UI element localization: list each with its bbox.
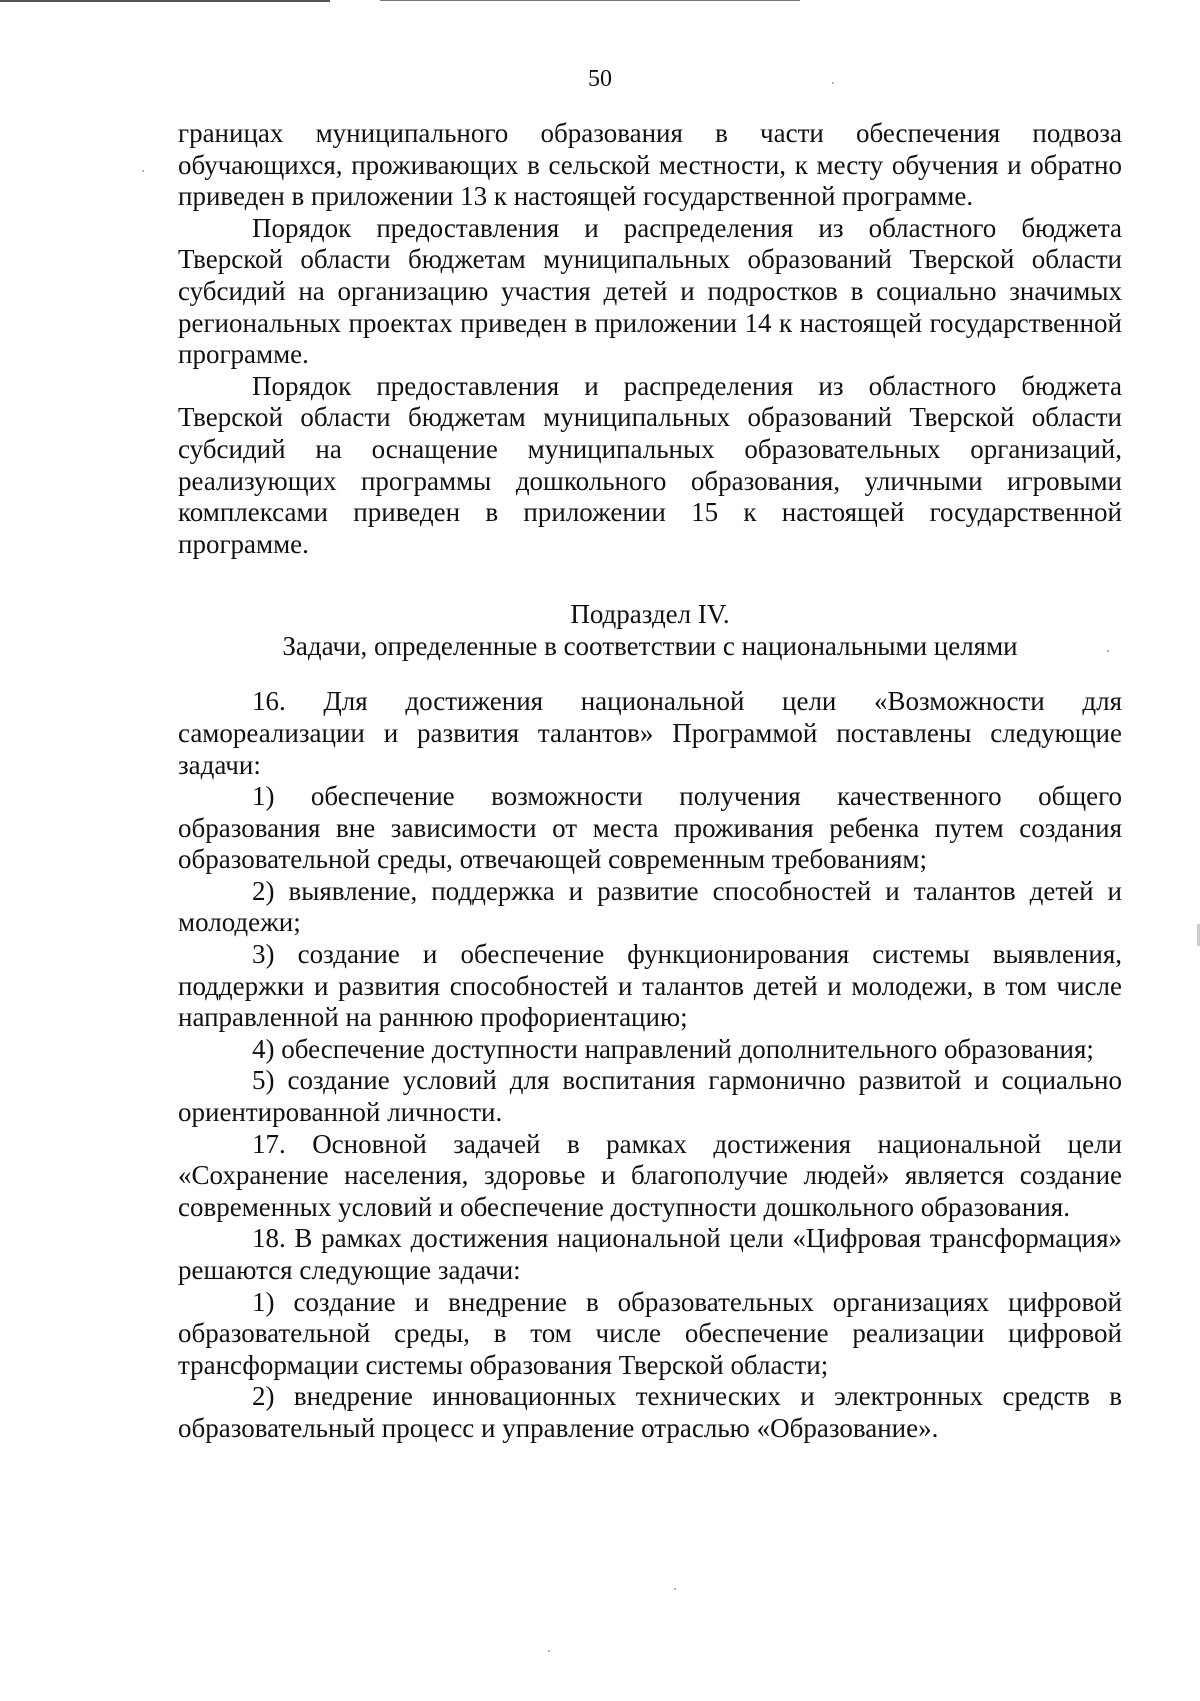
scan-speck xyxy=(142,170,144,172)
page-number: 50 xyxy=(588,66,612,92)
scan-top-edge xyxy=(0,0,330,2)
subsection-subtitle: Задачи, определенные в соответствии с национальными целями xyxy=(282,631,1018,662)
list-item-16-1: 1) обеспечение возможности получения качественного общего образования вне зависимости от места проживания ребенка путем создания образовательной среды, отвечающей современным требованиям; xyxy=(178,781,1122,875)
list-item-18-2: 2) внедрение инновационных технических и электронных средств в образовательный процесс и управление отраслью «Образование». xyxy=(178,1381,1122,1443)
paragraph-item-17: 17. Основной задачей в рамках достижения национальной цели «Сохранение населения, здоровье и благополучие людей» является создание современных условий и обеспечение доступности дошкольного образования. xyxy=(178,1128,1122,1222)
list-item-16-3: 3) создание и обеспечение функционирования системы выявления, поддержки и развития способностей и талантов детей и молодежи, в том числе направленной на раннюю профориентацию; xyxy=(178,939,1122,1033)
paragraph-item-18: 18. В рамках достижения национальной цели «Цифровая трансформация» решаются следующие задачи: xyxy=(178,1223,1122,1285)
list-item-18-1: 1) создание и внедрение в образовательных организациях цифровой образовательной среды, в том числе обеспечение реализации цифровой трансформации системы образования Тверской области; xyxy=(178,1286,1122,1380)
scan-speck xyxy=(548,1650,550,1652)
paragraph-item-16: 16. Для достижения национальной цели «Возможности для самореализации и развития талантов» Программой поставлены следующие задачи: xyxy=(178,686,1122,780)
paragraph-continuation: границах муниципального образования в части обеспечения подвоза обучающихся, проживающих в сельской местности, к месту обучения и обратно приведен в приложении 13 к настоящей государственной программе. xyxy=(178,118,1122,212)
scan-top-edge-line xyxy=(380,0,800,1)
list-item-16-2: 2) выявление, поддержка и развитие способностей и талантов детей и молодежи; xyxy=(178,875,1122,938)
scan-speck xyxy=(674,1588,676,1590)
subsection-title: Подраздел IV. xyxy=(570,599,730,630)
list-item-16-4: 4) обеспечение доступности направлений дополнительного образования; xyxy=(252,1033,1094,1064)
scan-speck xyxy=(1107,650,1109,652)
scan-speck xyxy=(832,82,834,84)
document-body xyxy=(178,118,1122,1445)
list-item-16-5: 5) создание условий для воспитания гармонично развитой и социально ориентированной личности. xyxy=(178,1065,1122,1128)
paragraph-appendix-14: Порядок предоставления и распределения из областного бюджета Тверской области бюджетам муниципальных образований Тверской области субсидий на организацию участия детей и подростков в социально значимых региональных проектах приведен в приложении 14 к настоящей государственной программе. xyxy=(178,212,1122,370)
paragraph-appendix-15: Порядок предоставления и распределения из областного бюджета Тверской области бюджетам муниципальных образований Тверской области субсидий на оснащение муниципальных образовательных организаций, реализующих программы дошкольного образования, уличными игровыми комплексами приведен в приложении 15 к настоящей государственной программе. xyxy=(178,370,1122,559)
